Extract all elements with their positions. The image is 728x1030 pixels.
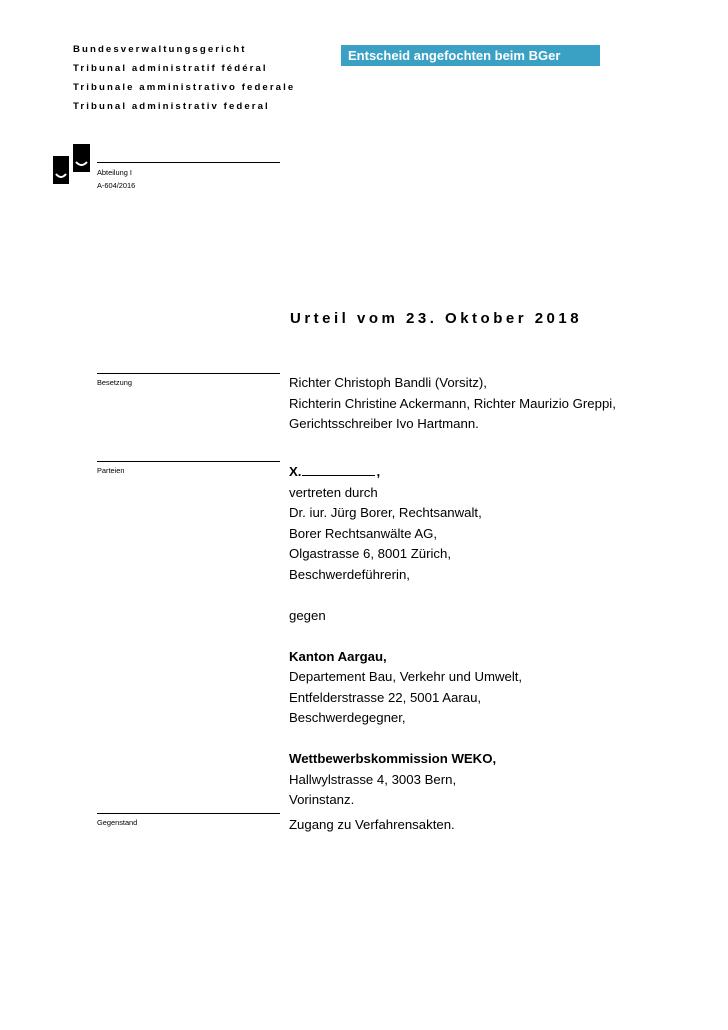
party-x-line: Borer Rechtsanwälte AG, (289, 525, 438, 541)
besetzung-line: Gerichtsschreiber Ivo Hartmann. (289, 416, 479, 431)
court-name-it: Tribunale amministrativo federale (73, 82, 296, 93)
party-x-line: vertreten durch (289, 484, 378, 500)
party-x-line: Olgastrasse 6, 8001 Zürich, (289, 546, 451, 561)
case-number: A-604/2016 (97, 181, 136, 190)
header-divider (97, 162, 280, 163)
party-x-suffix: , (376, 464, 381, 479)
besetzung-line: Richterin Christine Ackermann, Richter Maurizio Greppi, (289, 395, 616, 411)
party-x-name: X. (289, 464, 302, 479)
page-title: Urteil vom 23. Oktober 2018 (290, 310, 583, 327)
gegenstand-text: Zugang zu Verfahrensakten. (289, 817, 455, 832)
besetzung-text (289, 373, 616, 435)
weko-line: Hallwylstrasse 4, 3003 Bern, (289, 771, 457, 787)
gegenstand-divider (97, 813, 280, 814)
gegen-text: gegen (289, 607, 326, 623)
kanton-line: Departement Bau, Verkehr und Umwelt, (289, 669, 523, 684)
party-x (289, 462, 522, 483)
party-x-line: Beschwerdeführerin, (289, 566, 410, 582)
kanton-line: Beschwerdegegner, (289, 710, 406, 725)
court-name-rm: Tribunal administrativ federal (73, 101, 270, 112)
weko-line: Vorinstanz. (289, 792, 355, 807)
court-name-de: Bundesverwaltungsgericht (73, 44, 247, 55)
department-label: Abteilung I (97, 168, 132, 177)
spacer (289, 729, 522, 750)
spacer (289, 585, 522, 606)
court-names (73, 40, 295, 116)
besetzung-divider (97, 373, 280, 374)
appeal-badge: Entscheid angefochten beim BGer (341, 45, 600, 66)
court-name-fr: Tribunal administratif fédéral (73, 63, 268, 74)
kanton-line: Entfelderstrasse 22, 5001 Aarau, (289, 689, 482, 705)
court-logo-icon (53, 144, 91, 184)
party-x-redaction (302, 464, 375, 476)
gegenstand-label: Gegenstand (97, 818, 138, 827)
parteien-divider (97, 461, 280, 462)
parteien-text (289, 462, 522, 811)
spacer (289, 626, 522, 647)
besetzung-line: Richter Christoph Bandli (Vorsitz), (289, 375, 487, 390)
kanton-name: Kanton Aargau, (289, 648, 387, 664)
parteien-label: Parteien (97, 466, 125, 475)
besetzung-label: Besetzung (97, 378, 132, 387)
weko-name: Wettbewerbskommission WEKO, (289, 751, 497, 766)
party-x-line: Dr. iur. Jürg Borer, Rechtsanwalt, (289, 505, 482, 520)
